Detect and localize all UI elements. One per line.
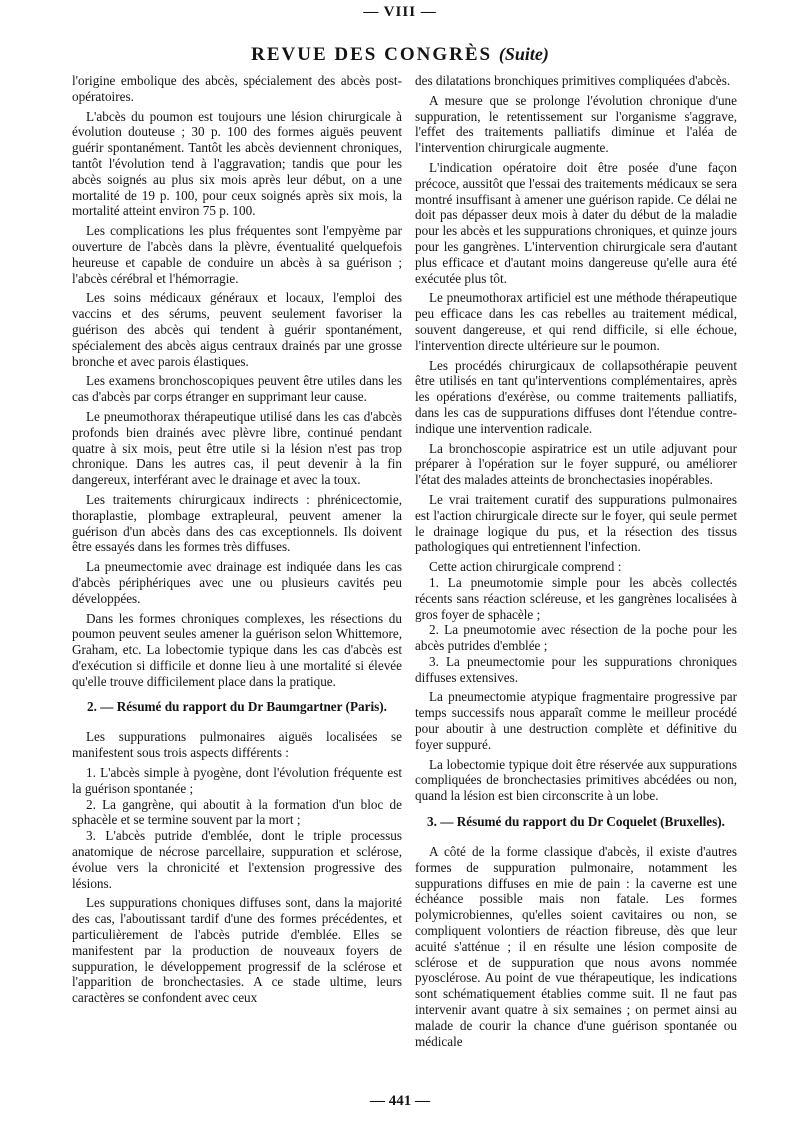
running-title [0,44,800,66]
right-paragraph: A mesure que se prolonge l'évolution chronique d'une suppuration, le retentissement sur l'organisme s'aggrave, l'effet des traitements palliatifs diminue et l'aléa de l'intervention chirurgicale augmente. [415,92,737,156]
right-paragraph: Les procédés chirurgicaux de collapsothérapie peuvent être utilisés en tant qu'interventions complémentaires, après les opérations d'exérèse, ou comme traitements palliatifs, dans les cas de suppurations diffuses dont l'étendue contre-indique une intervention radicale. [415,357,737,436]
right-paragraph: A côté de la forme classique d'abcès, il existe d'autres formes de suppuration pulmonaire, notamment les suppurations diffuses en mie de pain : la caverne est une échéance possible mais non fatale. Les formes polymicrobiennes, qu'elles soient cavitaires ou non, se compliquent volontiers de réaction fibreuse, dès que leur acuité s'atténue ; il en résulte une lésion composite de sclérose et de suppuration que nous avons nommée pyosclérose. Au point de vue thérapeutique, les indications sont schématiquement établies comme suit. Il ne faut pas intervenir avant quatre à six semaines ; on permet ainsi au malade de courir la chance d'une guérison spontanée ou médicale [415,844,737,1049]
right-paragraph: La pneumectomie atypique fragmentaire progressive par temps successifs nous apparaît comme le meilleur procédé pour aboutir à une destruction complète et définitive du foyer suppuré. [415,689,737,752]
list-item: 1. L'abcès simple à pyogène, dont l'évolution fréquente est la guérison spontanée ; [72,765,402,796]
right-paragraph: Cette action chirurgicale comprend : [429,559,622,575]
list-item: 3. La pneumectomie pour les suppurations chroniques diffuses extensives. [415,653,737,685]
list-item: 2. La gangrène, qui aboutit à la formation d'un bloc de sphacèle et se termine souvent par la mort ; [72,796,402,828]
left-paragraph: Les complications les plus fréquentes sont l'empyème par ouverture de l'abcès dans la plèvre, éventualité quelquefois heureuse et capable de conduire un abcès à sa guérison ; l'abcès cérébral et l'hémorragie. [72,223,402,286]
left-paragraph: L'abcès du poumon est toujours une lésion chirurgicale à évolution douteuse ; 30 p. 100 des formes aiguës peuvent guérir spontanément. Tantôt les abcès deviennent chroniques, tantôt l'évolution tend à l'aggravation; tandis que pour les abcès soignés au plus six mois après leur début, on a une mortalité de 19 p. 100, pour ceux soignés après six mois, la mortalité atteint environ 75 p. 100. [72,108,402,219]
right-paragraph: Le pneumothorax artificiel est une méthode thérapeutique peu efficace dans les cas rebelles au traitement médical, souvent dangereuse, et qui rend difficile, si elle échoue, l'intervention directe ultérieure sur le poumon. [415,290,737,353]
right-column [415,73,737,1053]
left-paragraph: Les examens bronchoscopiques peuvent être utiles dans les cas d'abcès par corps étranger en supprimant leur cause. [72,373,402,405]
left-paragraph: Le pneumothorax thérapeutique utilisé dans les cas d'abcès profonds bien drainés avec plèvre libre, continué pendant quatre à six mois, peut être utile si la lésion n'est pas trop chronique. Dans les autres cas, il peut devenir à la fin dangereux, interférant avec le drainage et avec la toux. [72,408,402,488]
running-title-suffix: (Suite) [498,44,549,64]
left-paragraph: La pneumectomie avec drainage est indiquée dans les cas d'abcès périphériques avec une ou plusieurs cavités peu développées. [72,559,402,606]
section-heading-baumgartner: 2. — Résumé du rapport du Dr Baumgartner (Paris). [87,699,387,715]
list-item: 1. La pneumotomie simple pour les abcès collectés récents sans réaction scléreuse, et les gangrènes localisées à gros foyer de sphacèle ; [415,574,737,622]
running-title-text: REVUE DES CONGRÈS [251,44,493,65]
left-paragraph: l'origine embolique des abcès, spécialement des abcès post-opératoires. [72,73,402,104]
right-paragraph: Le vrai traitement curatif des suppurations pulmonaires est l'action chirurgicale directe sur le foyer, qui seule permet le drainage logique du pus, et la résection des tissus pathologiques qui entretiennent l'infection. [415,491,737,555]
left-paragraph: Dans les formes chroniques complexes, les résections du poumon peuvent seules amener la guérison selon Whittemore, Graham, etc. La lobectomie typique dans les cas d'abcès est d'exécution si difficile et donne lieu à une mortalité si élevée qu'elle trouve difficilement place dans la pratique. [72,610,402,689]
right-paragraph: La lobectomie typique doit être réservée aux suppurations compliquées de bronchectasies primitives abcédées ou non, quand la lésion est bien circonscrite à un lobe. [415,756,737,804]
left-paragraph: Les suppurations pulmonaires aiguës localisées se manifestent sous trois aspects différents : [72,729,402,761]
left-paragraph: Les suppurations choniques diffuses sont, dans la majorité des cas, l'aboutissant tardif d'une des formes précédentes, et particulièrement de l'abcès putride d'emblée. Elles se manifestent par la production de nouveaux foyers de suppuration, le développement progressif de la sclérose et l'apparition de bronchectasies. A ce stade ultime, leurs caractères se confondent avec ceux [72,895,402,1006]
right-paragraph: L'indication opératoire doit être posée d'une façon précoce, aussitôt que l'essai des traitements médicaux se sera montré insuffisant à amener une guérison rapide. Ce délai ne doit pas dépasser deux mois à dater du début de la maladie pour les abcès et les suppurations chroniques, et quinze jours pour les gangrènes. L'intervention chirurgicale sera d'autant plus efficace et d'autant moins dangereuse qu'elle aura été exécutée plus tôt. [415,159,737,286]
list-item: 3. L'abcès putride d'emblée, dont le triple processus anatomique de nécrose parcellaire, suppuration et sclérose, évolue vers la chronicité et l'extension progressive des lésions. [72,828,402,891]
left-paragraph: Les soins médicaux généraux et locaux, l'emploi des vaccins et des sérums, peuvent seulement favoriser la guérison des abcès qui tendent à guérir spontanément, spécialement des abcès aigus centraux drainés par une grosse bronche et avec parois élastiques. [72,290,402,369]
section-heading-coquelet: 3. — Résumé du rapport du Dr Coquelet (Bruxelles). [427,814,725,830]
list-item: 2. La pneumotomie avec résection de la poche pour les abcès putrides d'emblée ; [415,622,737,654]
left-column [72,73,402,1010]
left-paragraph: Les traitements chirurgicaux indirects : phrénicectomie, thoraplastie, plombage extrapleural, peuvent amener la guérison d'un abcès dans des cas exceptionnels. Ils doivent être essayés dans les formes très diffuses. [72,491,402,555]
top-page-number: — VIII — [363,4,437,20]
right-paragraph: des dilatations bronchiques primitives compliquées d'abcès. [415,73,731,88]
bottom-page-number: — 441 — [370,1093,430,1109]
right-paragraph: La bronchoscopie aspiratrice est un utile adjuvant pour préparer à l'opération sur le foyer suppuré, ou améliorer l'état des malades atteints de bronchectasies inopérables. [415,440,737,488]
